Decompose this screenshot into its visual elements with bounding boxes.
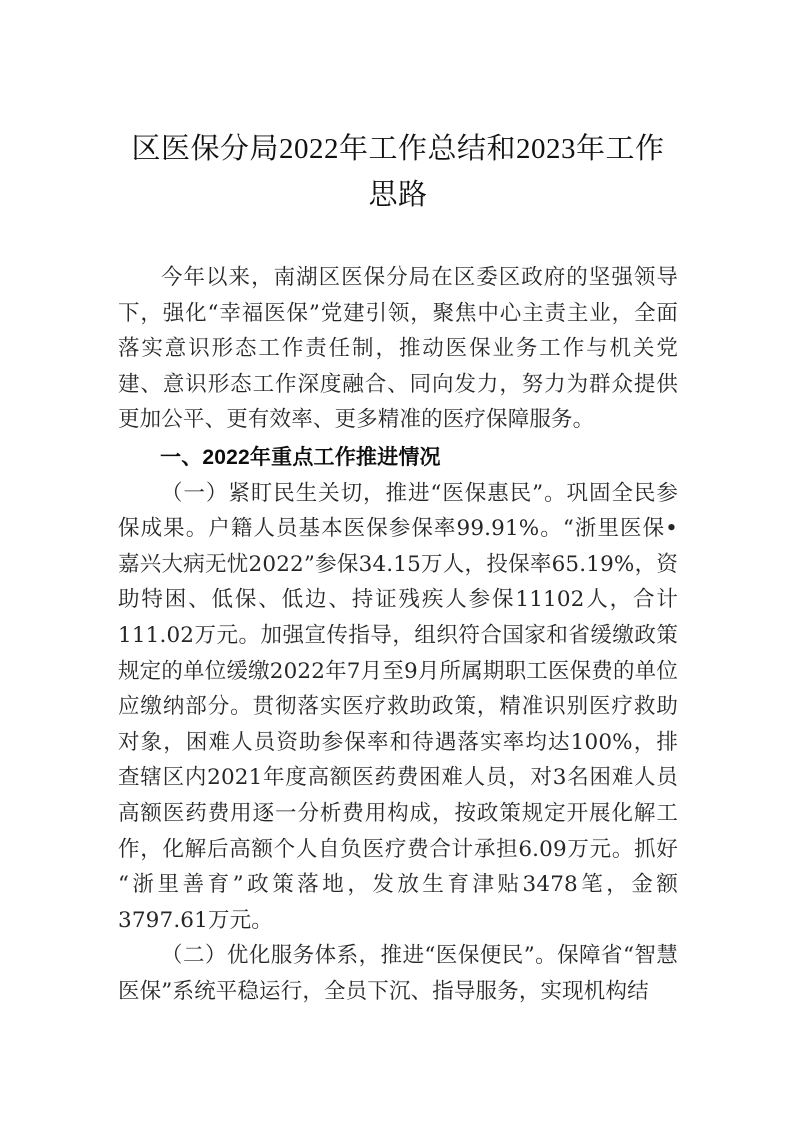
document-content (118, 0, 678, 1009)
page-title: 区医保分局2022年工作总结和2023年工作思路 (131, 133, 665, 211)
paragraph-subsection-1: （一）紧盯民生关切，推进“医保惠民”。巩固全民参保成果。户籍人员基本医保参保率99.91%。“浙里医保•嘉兴大病无忧2022”参保34.15万人，投保率65.19%，资助特困、低保、低边、持证残疾人参保11102人，合计111.02万元。加强宣传指导，组织符合国家和省缓缴政策规定的单位缓缴2022年7月至9月所属期职工医保费的单位应缴纳部分。贯彻落实医疗救助政策，精准识别医疗救助对象，困难人员资助参保率和待遇落实率均达100%，排查辖区内2021年度高额医药费困难人员，对3名困难人员高额医药费用逐一分析费用构成，按政策规定开展化解工作，化解后高额个人自负医疗费合计承担6.09万元。抓好“浙里善育”政策落地，发放生育津贴3478笔，金额3797.61万元。 (118, 480, 678, 933)
section-heading-1: 一、2022年重点工作推进情况 (160, 445, 441, 469)
paragraph-subsection-2: （二）优化服务体系，推进“医保便民”。保障省“智慧医保”系统平稳运行，全员下沉、指导服务，实现机构结 (118, 943, 678, 1004)
paragraph-intro: 今年以来，南湖区医保分局在区委区政府的坚强领导下，强化“幸福医保”党建引领，聚焦中心主责主业，全面落实意识形态工作责任制，推动医保业务工作与机关党建、意识形态工作深度融合、同向发力，努力为群众提供更加公平、更有效率、更多精准的医疗保障服务。 (118, 265, 678, 433)
